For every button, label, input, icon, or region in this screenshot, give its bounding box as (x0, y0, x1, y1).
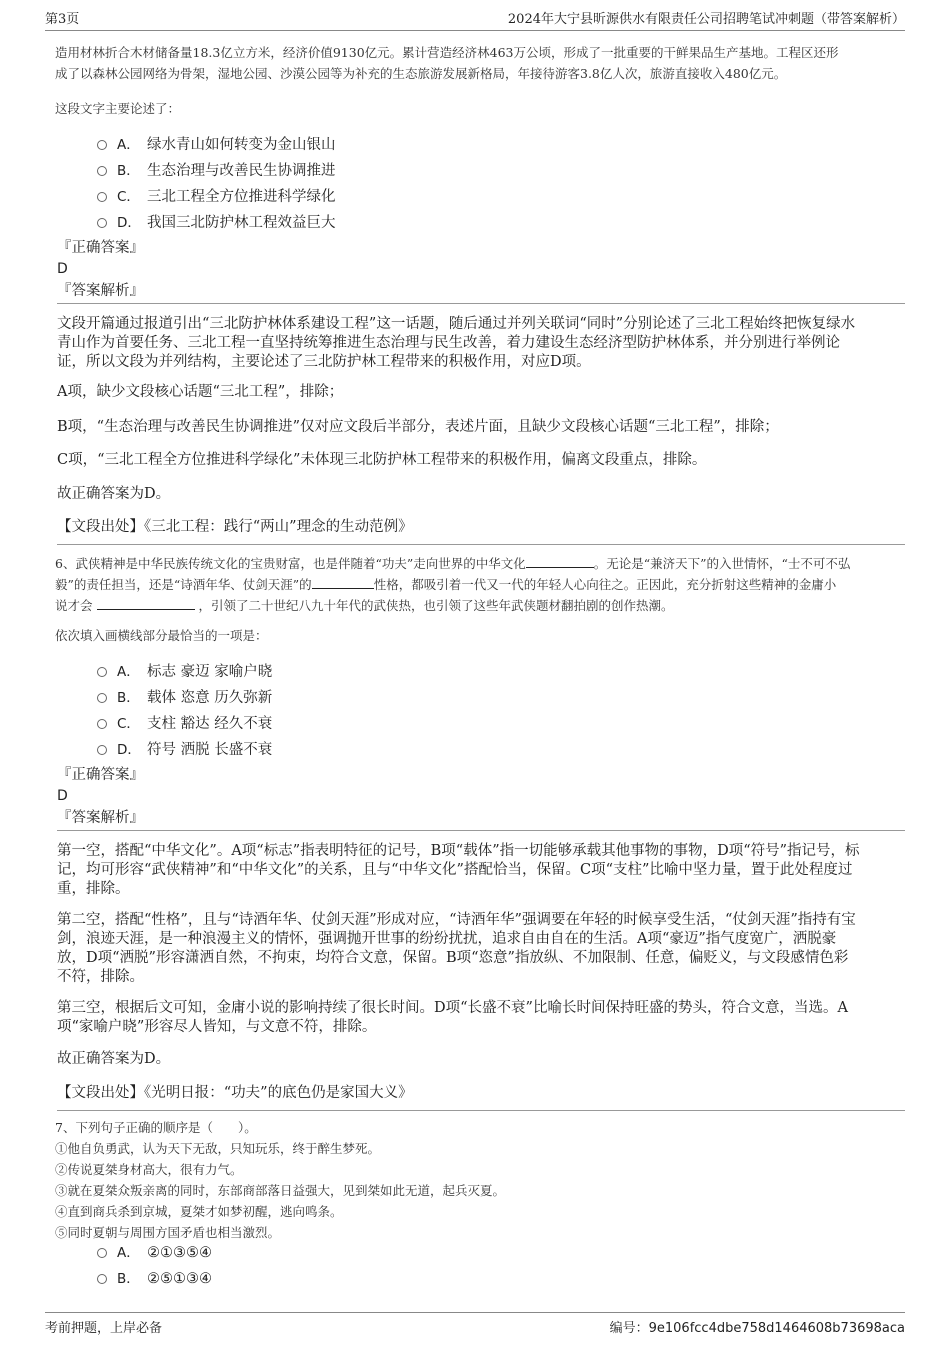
option-text: 载体 恣意 历久弥新 (147, 690, 273, 706)
radio-icon[interactable] (97, 667, 107, 677)
q5-analysis-label: 『答案解析』 (57, 283, 144, 299)
text-line: 第二空，搭配“性格”，且与“诗酒年华、仗剑天涯”形成对应，“诗酒年华”强调要在年轻的时候享受生活，“仗剑天涯”指持有宝 (57, 912, 856, 928)
q6-analysis-label: 『答案解析』 (57, 810, 144, 826)
text-part: 说才会 (55, 598, 93, 613)
q5-option-d[interactable] (97, 213, 336, 233)
sentence-3: ③就在夏桀众叛亲离的同时，东部商部落日益强大，见到桀如此无道，起兵灭夏。 (55, 1183, 506, 1198)
q6-answer-label: 『正确答案』 (57, 767, 144, 783)
option-letter: A． (117, 137, 140, 153)
divider (57, 544, 905, 545)
text-line: 放，D项“洒脱”形容潇洒自然，不拘束，均符合文意，保留。B项“恣意”指放纵、不加限制、任意，偏贬义，与文段感情色彩 (57, 950, 849, 966)
sentence-1: ①他自负勇武，认为天下无敌，只知玩乐，终于醉生梦死。 (55, 1141, 381, 1156)
text-line: 记，均可形容“武侠精神”和“中华文化”的关系，且与“中华文化”搭配恰当，保留。C项“支柱”比喻中坚力量，置于此处程度过 (57, 862, 853, 878)
text-line: 第三空，根据后文可知，金庸小说的影响持续了很长时间。D项“长盛不衰”比喻长时间保持旺盛的势头，符合文意，当选。A (57, 1000, 848, 1016)
text-line: 青山作为首要任务、三北工程一直坚持统筹推进生态治理与民生改善，着力建设生态经济型防护林体系，并分别进行举例论 (57, 335, 840, 351)
q6-source: 【文段出处】《光明日报：“功夫”的底色仍是家国大义》 (57, 1085, 413, 1101)
q5-answer: D (57, 261, 68, 277)
radio-icon[interactable] (97, 719, 107, 729)
q6-analysis-p3 (57, 999, 890, 1037)
document-title: 2024年大宁县昕源供水有限责任公司招聘笔试冲刺题（带答案解析） (507, 12, 905, 27)
text-line: 7、下列句子正确的顺序是（ ）。 (55, 1120, 257, 1135)
text-line: 剑，浪迹天涯，是一种浪漫主义的情怀，强调抛开世事的纷纷扰扰，追求自由自在的生活。A项“豪迈”指气度宽广，洒脱豪 (57, 931, 837, 947)
text-line: 第一空，搭配“中华文化”。A项“标志”指表明特征的记号，B项“载体”指一切能够承载其他事物的事物，D项“符号”指记号，标 (57, 843, 860, 859)
radio-icon[interactable] (97, 166, 107, 176)
q5-analysis-p4: C项，“三北工程全方位推进科学绿化”未体现三北防护林工程带来的积极作用，偏离文段重点，排除。 (57, 452, 707, 468)
text-part: 性格，都吸引着一代又一代的年轻人心向往之。正因此，充分折射这些精神的金庸小 (373, 577, 837, 592)
text-line: 文段开篇通过报道引出“三北防护林体系建设工程”这一话题，随后通过并列关联词“同时”分别论述了三北工程始终把恢复绿水 (57, 316, 856, 332)
fill-blank-3 (97, 598, 195, 610)
text-line: 证，所以文段为并列结构，主要论述了三北防护林工程带来的积极作用，对应D项。 (57, 354, 591, 370)
option-text: 标志 豪迈 家喻户晓 (147, 664, 273, 680)
text-line (55, 574, 903, 595)
sentence-5: ⑤同时夏朝与周围方国矛盾也相当激烈。 (55, 1225, 281, 1240)
q5-analysis-p3: B项，“生态治理与改善民生协调推进”仅对应文段后半部分，表述片面，且缺少文段核心话题“三北工程”，排除； (57, 419, 779, 435)
q5-passage (55, 42, 903, 84)
q5-passage-line: 造用材林折合木材储备量18.3亿立方米，经济价值9130亿元。累计营造经济林463万公顷，形成了一批重要的干鲜果品生产基地。工程区还形 (55, 45, 839, 60)
radio-icon[interactable] (97, 140, 107, 150)
q6-stem (55, 553, 903, 616)
option-letter: B． (117, 163, 140, 179)
option-letter: C． (117, 189, 140, 205)
q5-passage-line: 成了以森林公园网络为骨架，湿地公园、沙漠公园等为补充的生态旅游发展新格局，年接待游客3.8亿人次，旅游直接收入480亿元。 (55, 66, 787, 81)
code-label: 编号： (609, 1321, 649, 1336)
fill-blank-1 (526, 556, 594, 568)
q5-source: 【文段出处】《三北工程：践行“两山”理念的生动范例》 (57, 519, 413, 535)
option-letter: B． (117, 1271, 140, 1287)
q5-stem: 这段文字主要论述了： (55, 101, 181, 116)
text-line: 重，排除。 (57, 881, 130, 897)
q6-question: 依次填入画横线部分最恰当的一项是： (55, 628, 268, 643)
option-text: ②①③⑤④ (147, 1245, 212, 1261)
option-letter: D． (117, 215, 141, 231)
sentence-4: ④直到商兵杀到京城，夏桀才如梦初醒，逃向鸣条。 (55, 1204, 343, 1219)
option-letter: D． (117, 742, 141, 758)
page-number: 第3页 (45, 12, 80, 27)
q5-option-c[interactable] (97, 187, 336, 207)
option-text: 我国三北防护林工程效益巨大 (147, 215, 336, 231)
code-value: 9e106fcc4dbe758d1464608b73698aca (648, 1321, 905, 1336)
option-letter: A． (117, 664, 140, 680)
radio-icon[interactable] (97, 218, 107, 228)
document-code (610, 1317, 905, 1336)
option-text: 三北工程全方位推进科学绿化 (147, 189, 336, 205)
q5-analysis-p5: 故正确答案为D。 (57, 486, 171, 502)
radio-icon[interactable] (97, 693, 107, 703)
text-line: 不符，排除。 (57, 969, 144, 985)
radio-icon[interactable] (97, 192, 107, 202)
sentence-2: ②传说夏桀身材高大，很有力气。 (55, 1162, 243, 1177)
footer-slogan: 考前押题，上岸必备 (45, 1321, 163, 1336)
text-part: 。无论是“兼济天下”的入世情怀，“士不可不弘 (593, 556, 851, 571)
radio-icon[interactable] (97, 1248, 107, 1258)
option-letter: A． (117, 1245, 140, 1261)
q6-analysis-p2 (57, 911, 890, 987)
text-line (55, 553, 903, 574)
divider (57, 830, 905, 831)
option-text: 生态治理与改善民生协调推进 (147, 163, 336, 179)
option-text: 符号 洒脱 长盛不衰 (147, 742, 273, 758)
q5-analysis-p1 (57, 315, 890, 372)
q6-option-d[interactable] (97, 740, 272, 760)
text-part: ，引领了二十世纪八九十年代的武侠热，也引领了这些年武侠题材翻拍剧的创作热潮。 (198, 598, 674, 613)
q7-option-a[interactable] (97, 1243, 212, 1263)
q6-option-c[interactable] (97, 714, 272, 734)
option-text: 绿水青山如何转变为金山银山 (147, 137, 336, 153)
q6-option-a[interactable] (97, 662, 272, 682)
text-part: 毅”的责任担当，还是“诗酒年华、仗剑天涯”的 (55, 577, 312, 592)
q6-analysis-p4: 故正确答案为D。 (57, 1051, 171, 1067)
divider (57, 1110, 905, 1111)
q5-option-b[interactable] (97, 161, 336, 181)
radio-icon[interactable] (97, 745, 107, 755)
text-line: 项“家喻户晓”形容尽人皆知，与文意不符，排除。 (57, 1019, 377, 1035)
q7-option-b[interactable] (97, 1269, 212, 1289)
text-part: 6、武侠精神是中华民族传统文化的宝贵财富，也是伴随着“功夫”走向世界的中华文化 (55, 556, 526, 571)
q6-option-b[interactable] (97, 688, 272, 708)
q7-stem (55, 1117, 903, 1243)
option-letter: C． (117, 716, 140, 732)
option-letter: B． (117, 690, 140, 706)
fill-blank-2 (312, 577, 374, 589)
q5-option-a[interactable] (97, 135, 336, 155)
page-footer (45, 1312, 905, 1336)
page-header (45, 8, 905, 31)
radio-icon[interactable] (97, 1274, 107, 1284)
option-text: 支柱 豁达 经久不衰 (147, 716, 273, 732)
divider (57, 303, 905, 304)
q6-answer: D (57, 788, 68, 804)
q5-analysis-p2: A项，缺少文段核心话题“三北工程”，排除； (57, 384, 344, 400)
option-text: ②⑤①③④ (147, 1271, 212, 1287)
text-line (55, 595, 903, 616)
q5-answer-label: 『正确答案』 (57, 240, 144, 256)
q6-analysis-p1 (57, 842, 890, 899)
